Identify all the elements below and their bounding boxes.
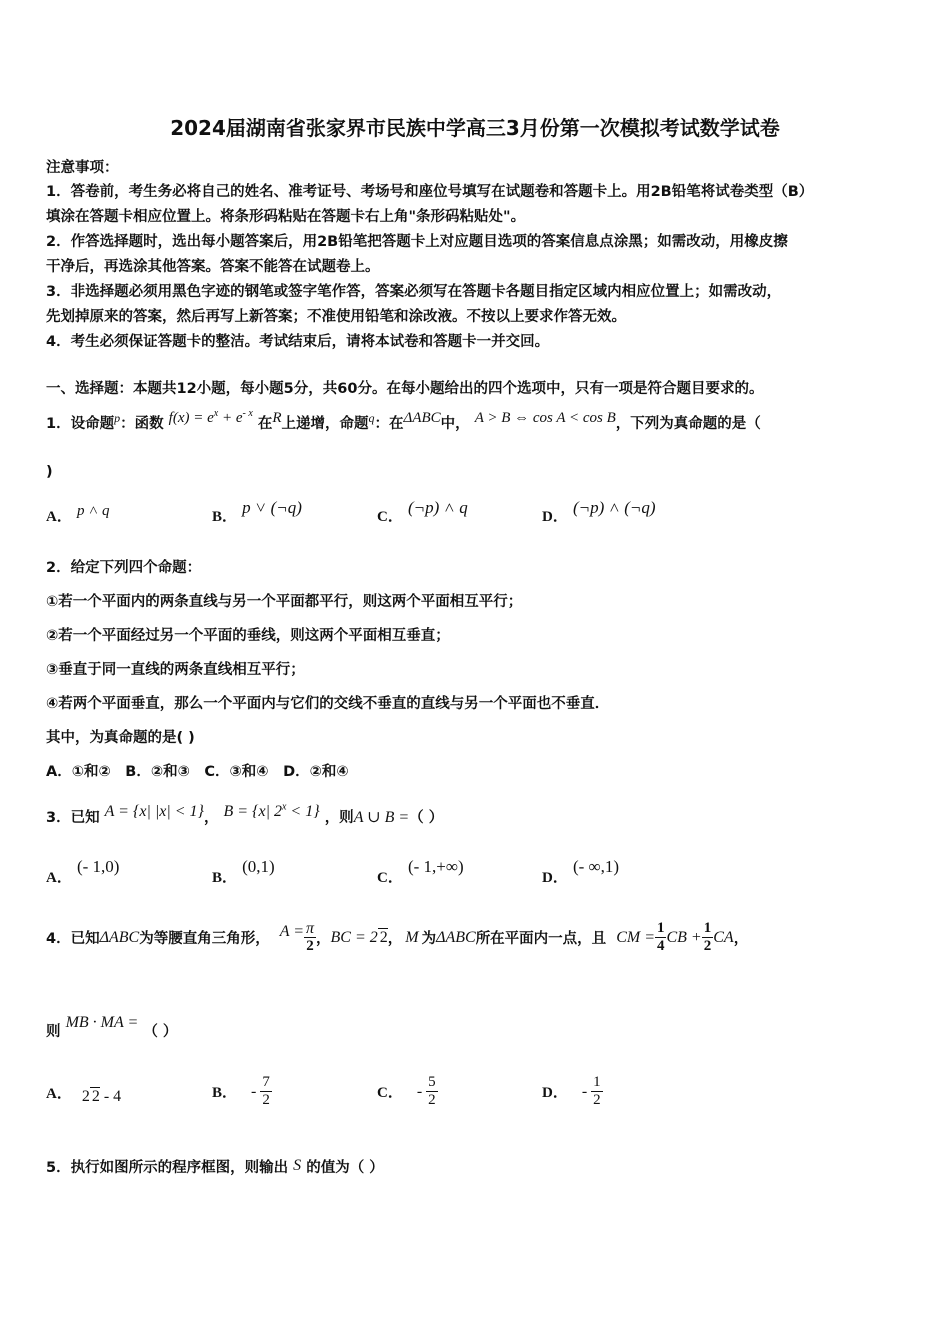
page-title: 2024届湖南省张家界市民族中学高三3月份第一次模拟考试数学试卷 (170, 116, 780, 140)
proposition-4: ④若两个平面垂直，那么一个平面内与它们的交线不垂直的直线与另一个平面也不垂直． (46, 696, 610, 712)
notice-line: 2．作答选择题时，选出每小题答案后，用2B铅笔把答题卡上对应题目选项的答案信息点涂黑；如需改动，用橡皮擦 (46, 234, 788, 250)
fraction: $\frac{7}{2}$ (262, 1074, 270, 1108)
option-a: A． 2 2 - 4 (46, 1086, 122, 1105)
option-b: B． (0,1) (212, 857, 275, 886)
fraction: $\frac{\pi}{2}$ (305, 920, 314, 954)
fraction: $\frac{1}{4}$ (656, 920, 665, 954)
question-5-stem: 5．执行如图所示的程序框图，则输出 S 的值为（ ） (46, 1157, 384, 1176)
option-d: D． (- ∞,1) (542, 857, 620, 886)
fraction: $\frac{1}{2}$ (703, 920, 712, 954)
question-3-stem: 3．已知 A = {x| |x| < 1}， B = {x| $2^x < 1$} ，则A ∪ B =（ ） (46, 801, 444, 826)
notice-line: 填涂在答题卡相应位置上。将条形码粘贴在答题卡右上角"条形码粘贴处"。 (46, 209, 526, 225)
question-4-stem: 4．已知 ΔABC 为等腰直角三角形， A = $\frac{\pi}{2}$ ， BC = 2 2 ， M 为 ΔABC 所在平面内一点，且 CM = $\frac{1}{4}$ CB + $\frac{1}{2}$ CA ， (46, 920, 749, 954)
question-4-ask: 则 MB · MA = （ ） (46, 1014, 178, 1040)
option-c: C． (- 1,+∞) (377, 857, 464, 886)
option-d: D． (¬p) ˄ (¬q) (542, 498, 656, 525)
notice-line: 4．考生必须保证答题卡的整洁。考试结束后，请将本试卷和答题卡一并交回。 (46, 334, 550, 350)
question-2-stem: 2．给定下列四个命题： (46, 560, 202, 576)
notice-heading: 注意事项： (46, 160, 119, 176)
notice-line: 3．非选择题必须用黑色字迹的钢笔或签字笔作答，答案必须写在答题卡各题目指定区域内相应位置上；如需改动， (46, 284, 782, 300)
proposition-1: ①若一个平面内的两条直线与另一个平面都平行，则这两个平面相互平行； (46, 594, 523, 610)
notice-line: 先划掉原来的答案，然后再写上新答案；不准使用铅笔和涂改液。不按以上要求作答无效。 (46, 309, 626, 325)
question-1-paren: ) (46, 464, 53, 480)
notice-line: 1．答卷前，考生务必将自己的姓名、准考证号、考场号和座位号填写在试题卷和答题卡上。用2B铅笔将试卷类型（B） (46, 184, 814, 200)
option-a: A． p ˄ q (46, 503, 110, 525)
option-c: C． - $\frac{5}{2}$ (377, 1074, 436, 1108)
question-2-options: A．①和② B．②和③ C．③和④ D．②和④ (46, 764, 349, 780)
option-a: A． (- 1,0) (46, 857, 120, 886)
fraction: $\frac{5}{2}$ (428, 1074, 436, 1108)
option-b: B． p ˅ (¬q) (212, 498, 302, 525)
option-b: B． - $\frac{7}{2}$ (212, 1074, 270, 1108)
proposition-2: ②若一个平面经过另一个平面的垂线，则这两个平面相互垂直； (46, 628, 450, 644)
proposition-3: ③垂直于同一直线的两条直线相互平行； (46, 662, 305, 678)
section-heading: 一、选择题：本题共12小题，每小题5分，共60分。在每小题给出的四个选项中，只有一项是符合题目要求的。 (46, 381, 764, 397)
option-c: C． (¬p) ˄ q (377, 498, 468, 525)
option-d: D． - $\frac{1}{2}$ (542, 1074, 601, 1108)
question-2-ask: 其中，为真命题的是( ) (46, 730, 195, 746)
question-1-stem: 1．设命题$^p$：函数 $^{f(x) = e^x + e^{- x}}$ 在$^R$上递增，命题$^q$：在$^{\Delta ABC}$中， $^{A > B \Leftrightarrow cos A < cos B}$，下列为真命题的是（ (46, 408, 761, 432)
fraction: $\frac{1}{2}$ (593, 1074, 601, 1108)
notice-line: 干净后，再选涂其他答案。答案不能答在试题卷上。 (46, 259, 380, 275)
